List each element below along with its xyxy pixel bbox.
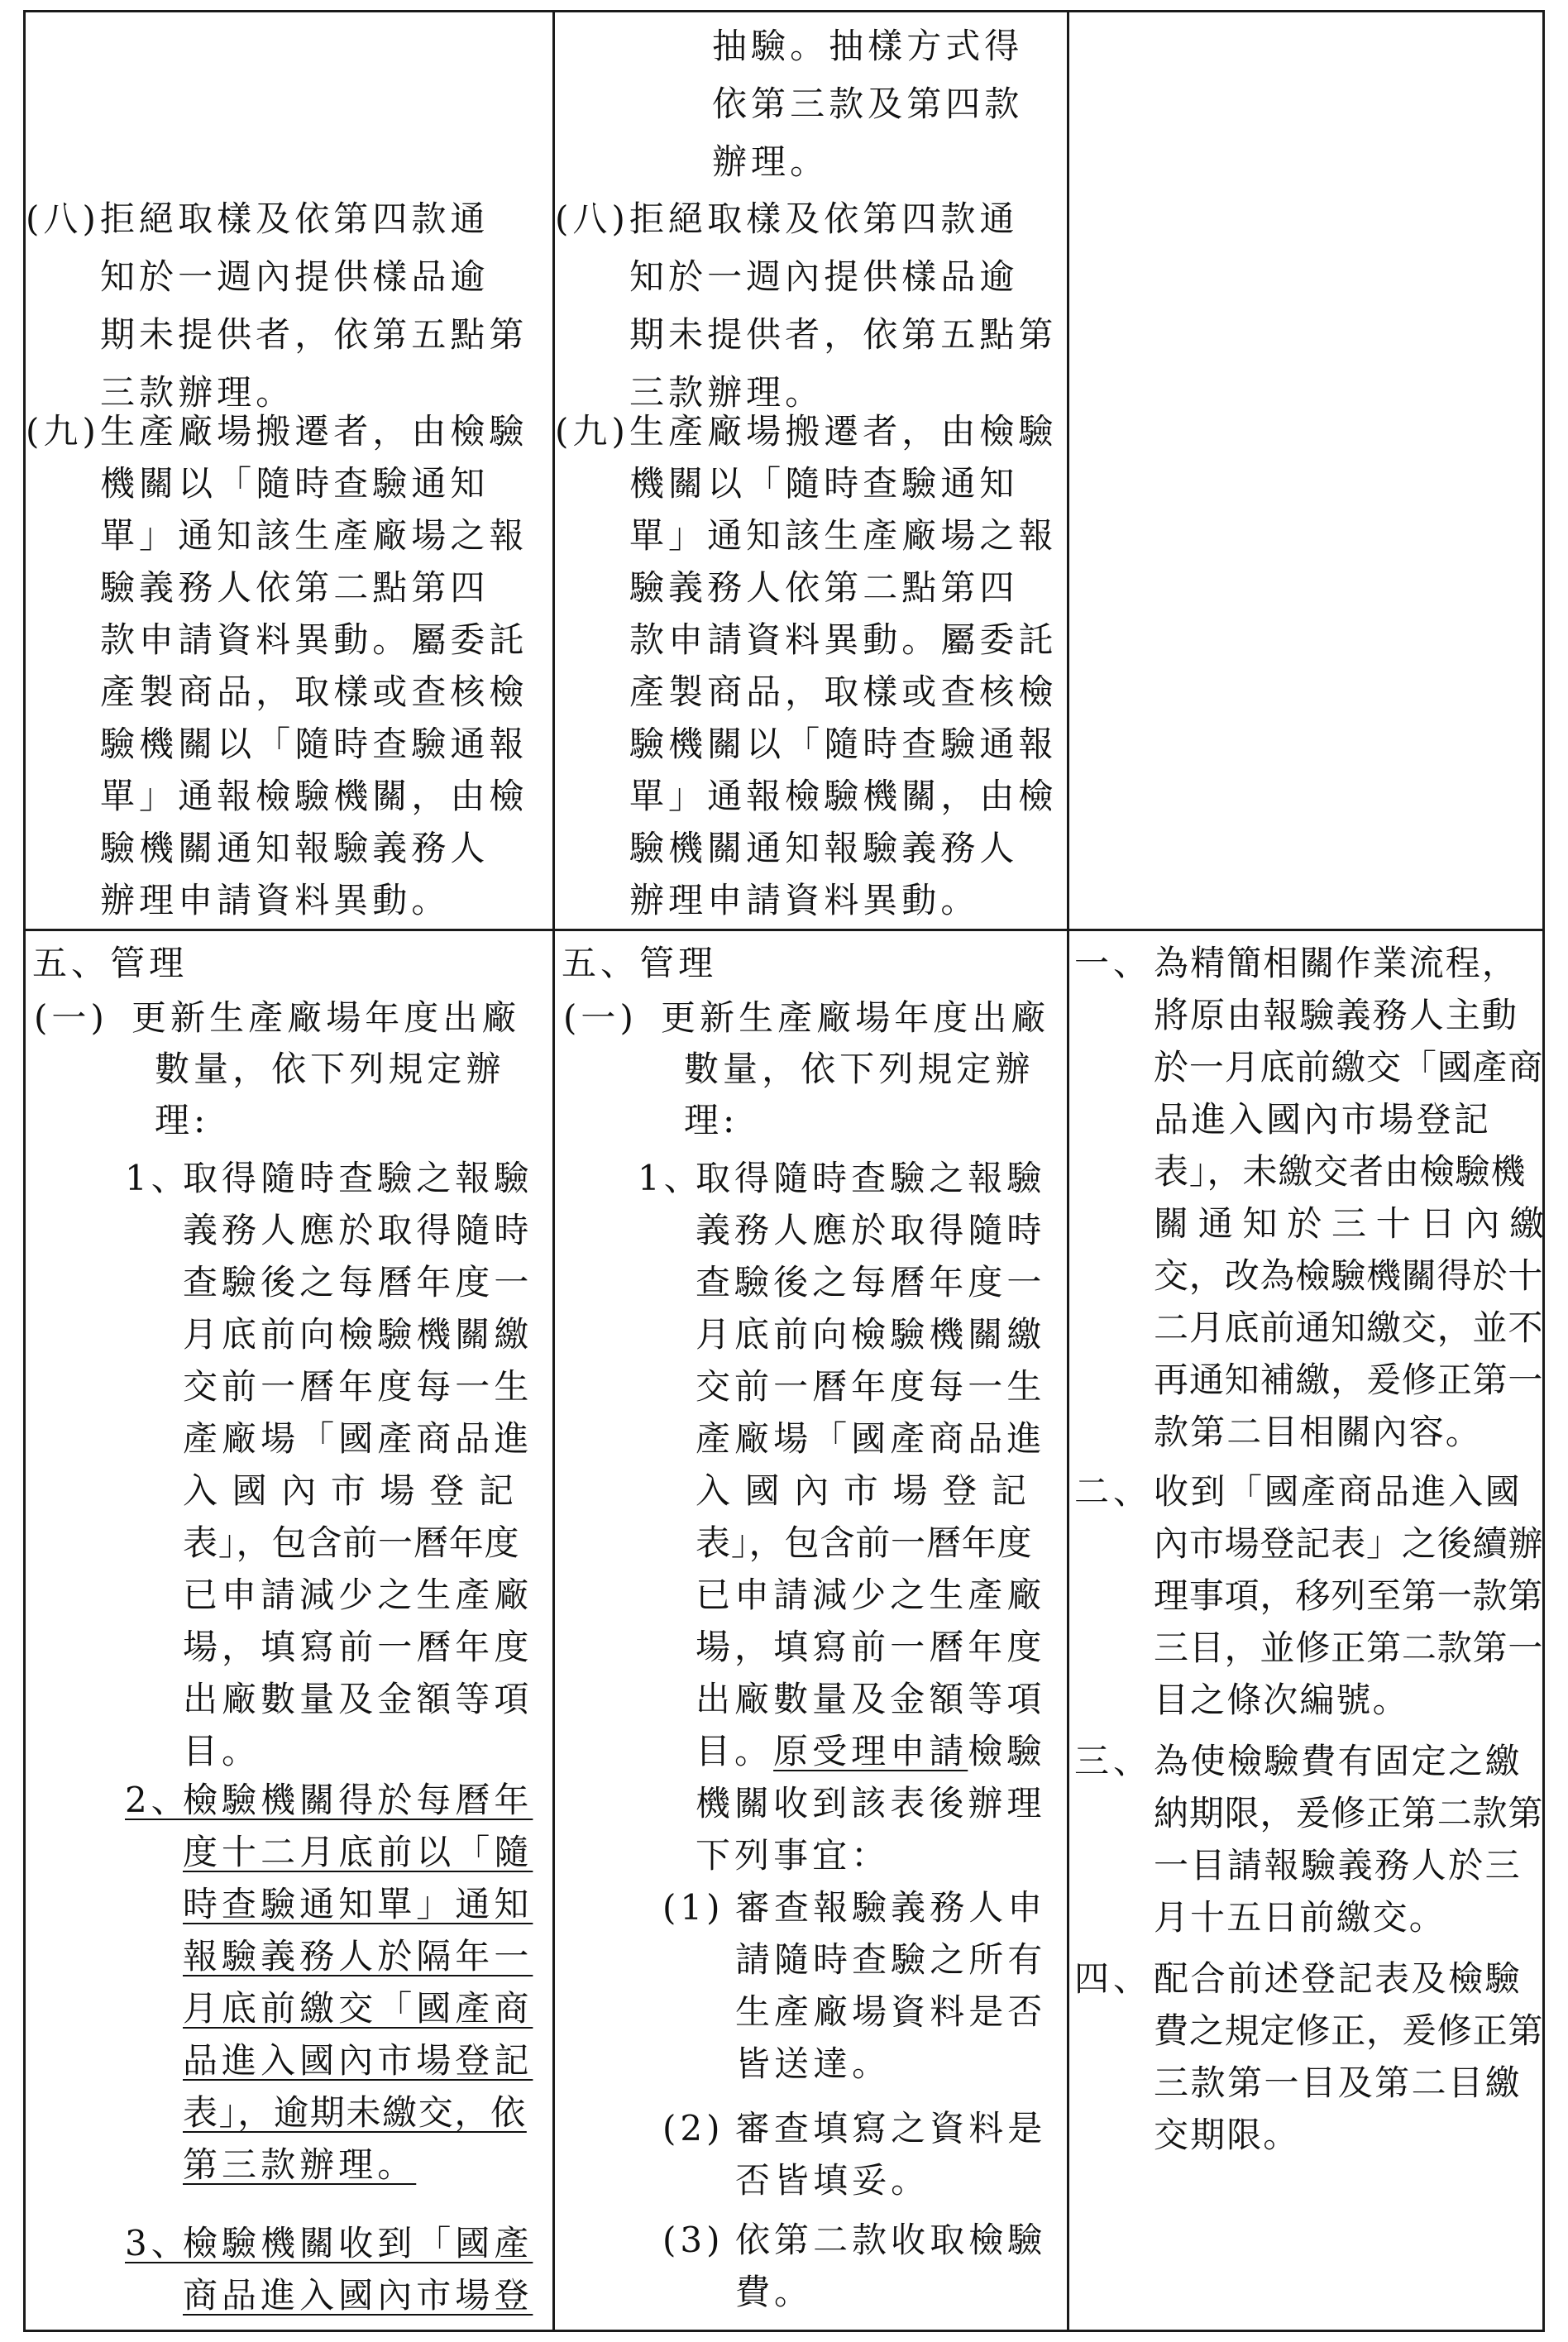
clause-marker: (九) [555,411,629,452]
note-marker: 一、 [1074,943,1153,983]
subitem-marker: (1) [662,1887,724,1928]
clause-marker: (八) [555,198,629,239]
amended-text: 原受理申請 [773,1731,968,1771]
item-marker: 1、 [125,1158,190,1198]
col3-notes-cell: 一、 為精簡相關作業流程， 將原由報驗義務人主動 於一月底前繳交「國產商 品進入國內市場登記 表」，未繳交者由檢驗機 關通知於三十日內繳 交，改為檢驗機關得於十 二月底前通知繳交，並不 再通知補繳，爰修正第一 款第二目相關內容。 二、 收到「國產商品進入國 內市場登記表」之後續辦 理事項，移列至第一款第 三目，並修正第二款第一 目之條次編號。 三、 為使檢驗費有固定之繳 納期限，爰修正第二款第 一目請報驗義務人於三 月十五日前繳交。 四、 配合前述登記表及檢驗 費之規定修正，爰修正第 三款第一目及第二目繳 交期限。 [1069,931,1547,2335]
item-marker: 1、 [638,1158,703,1198]
note-marker: 四、 [1074,1958,1153,1999]
col2-top-cell: 抽驗。抽樣方式得 依第三款及第四款 辦理。 (八) 拒絕取樣及依第四款通 知於一週內提供樣品逾 期未提供者，依第五點第 三款辦理。 (九) 生產廠場搬遷者，由檢驗 機關以「隨時查驗通知 單」通知該生產廠場之報 驗義務人依第二點第四 款申請資料異動。屬委託 產製商品，取樣或查核檢 驗機關以「隨時查驗通報 單」通報檢驗機關，由檢 驗機關通知報驗義務人 辦理申請資料異動。 [555,26,1058,920]
section-title: 五、管理 [32,943,189,983]
note-marker: 三、 [1074,1741,1153,1781]
subitem-marker: (3) [662,2220,724,2260]
section-title: 五、管理 [562,943,718,983]
clause-marker: (九) [26,411,100,452]
col3-top-cell-empty [1069,12,1547,929]
col1-top-cell: (八) 拒絕取樣及依第四款通 知於一週內提供樣品逾 期未提供者，依第五點第 三款辦理。 (九) 生產廠場搬遷者，由檢驗 機關以「隨時查驗通知 單」通知該生產廠場之報 驗義務人依第二點第四 款申請資料異動。屬委託 產製商品，取樣或查核檢 驗機關以「隨時查驗通報 單」通報檢驗機關，由檢 驗機關通知報驗義務人 辦理申請資料異動。 [26,12,552,929]
note-marker: 二、 [1074,1471,1153,1512]
item-marker: 3、 [125,2223,190,2263]
col2-bottom-cell: 五、管理 (一) 更新生產廠場年度出廠 數量，依下列規定辦 理: 1、 取得隨時查驗之報驗 義務人應於取得隨時 查驗後之每曆年度一 月底前向檢驗機關繳 交前一曆年度每一生 產廠場「國產商品進 入國內市場登記 表」，包含前一曆年度 已申請減少之生產廠 場，填寫前一曆年度 出廠數量及金額等項 目。原受理申請檢驗 機關收到該表後辦理 下列事宜： (1) 審查報驗義務人申 請隨時查驗之所有 生產廠場資料是否 皆送達。 (2) 審查填寫之資料是 否皆填妥。 (3) 依第二款收取檢驗 費。 [555,931,1067,2335]
document-page [23,10,1554,2332]
subsection-marker: (一) [563,997,638,1038]
col1-bottom-cell: 五、管理 (一) 更新生產廠場年度出廠 數量，依下列規定辦 理: 1、 取得隨時查驗之報驗 義務人應於取得隨時 查驗後之每曆年度一 月底前向檢驗機關繳 交前一曆年度每一生 產廠場「國產商品進 入國內市場登記 表」，包含前一曆年度 已申請減少之生產廠 場，填寫前一曆年度 出廠數量及金額等項 目。 2、 檢驗機關得於每曆年 度十二月底前以「隨 時查驗通知單」通知 報驗義務人於隔年一 月底前繳交「國產商 品進入國內市場登記 表」，逾期未繳交，依 第三款辦理。 3、 檢驗機關收到「國產 商品進入國內市場登 [26,931,552,2335]
clause-marker: (八) [26,198,100,239]
item-marker: 2、 [125,1780,190,1820]
subitem-marker: (2) [662,2108,724,2148]
subsection-marker: (一) [34,997,108,1038]
